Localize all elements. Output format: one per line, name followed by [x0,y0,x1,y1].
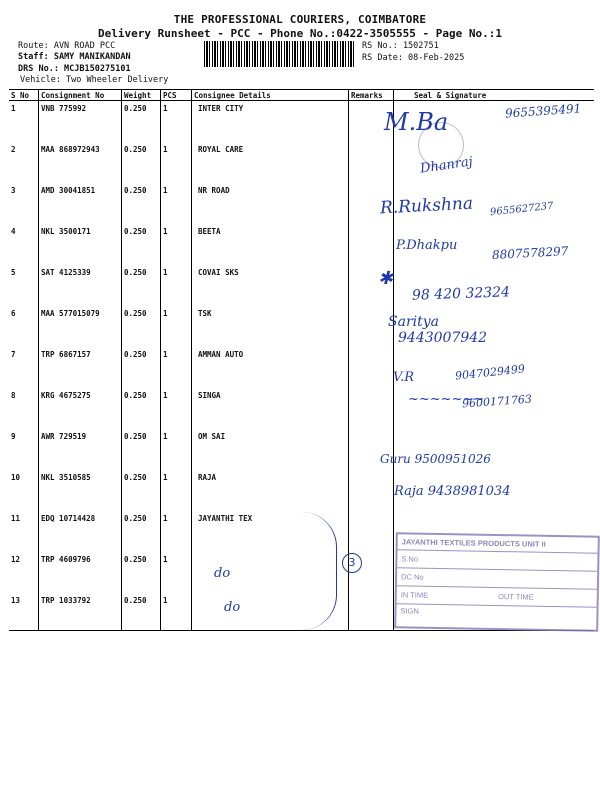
signature-6: Saritya [388,314,439,330]
signature-1: M.Ba [384,108,449,136]
cell-pcs: 1 [161,306,192,347]
cell-weight: 0.250 [122,511,161,552]
col-consignee: Consignee Details [192,90,349,101]
phone-8: 9600171763 [461,392,533,411]
cell-pcs: 1 [161,224,192,265]
signature-2: Dhanraj [419,154,474,177]
signature-4: P.Dhakpu [396,238,458,253]
cell-consignment: NKL 3500171 [39,224,122,265]
stamp-outtime: OUT TIME [498,592,534,602]
rs-number: RS No.: 1502751 [362,41,439,51]
cell-consignment: TRP 4609796 [39,552,122,593]
cell-remarks [349,306,394,347]
cell-pcs: 1 [161,101,192,143]
table-row [9,306,594,347]
cell-pcs: 1 [161,142,192,183]
ditto-12: do [214,566,231,581]
cell-pcs: 1 [161,183,192,224]
phone-7: 9047029499 [454,362,526,383]
barcode [204,41,354,67]
company-stamp [394,532,600,632]
company-title: THE PROFESSIONAL COURIERS, COIMBATORE [173,13,427,26]
cell-weight: 0.250 [122,101,161,143]
cell-sno: 9 [11,432,16,441]
cell-weight: 0.250 [122,306,161,347]
cell-pcs: 1 [161,470,192,511]
staff-name: SAMY MANIKANDAN [53,52,131,62]
cell-weight: 0.250 [122,347,161,388]
ditto-13: do [224,600,241,615]
table-header-row [9,90,594,101]
cell-sno: 10 [11,473,21,482]
cell-consignee: COVAI SKS [192,265,349,306]
cell-pcs: 1 [161,347,192,388]
cell-consignment: AMD 30041851 [39,183,122,224]
signature-3: R.Rukshna [379,193,474,219]
table-row [9,142,594,183]
cell-remarks [349,511,394,552]
cell-remarks [349,470,394,511]
cell-pcs: 1 [161,552,192,593]
bracket-mark [302,512,337,630]
signature-8-mark: ~~~~~~~ [408,392,485,407]
cell-sno: 11 [11,514,21,523]
cell-remarks [349,224,394,265]
drs-number: DRS No.: MCJB150275101 [18,64,131,74]
cell-pcs: 1 [161,388,192,429]
cell-remarks [349,142,394,183]
cell-consignment: SAT 4125339 [39,265,122,306]
cell-sno: 6 [11,309,16,318]
runsheet-subtitle: Delivery Runsheet - PCC - Phone No.:0422-3505555 - Page No.:1 [98,27,502,40]
cell-remarks [349,388,394,429]
cell-consignment: NKL 3510585 [39,470,122,511]
table-row [9,183,594,224]
stamp-intime: IN TIME [400,590,429,600]
cell-sno: 7 [11,350,16,359]
cell-consignee: AMMAN AUTO [192,347,349,388]
signature-7: V.R [393,370,415,385]
cell-sno: 5 [11,268,16,277]
cell-sno: 8 [11,391,16,400]
cell-consignee: INTER CITY [192,101,349,143]
cell-sno: 2 [11,145,16,154]
cell-weight: 0.250 [122,552,161,593]
vehicle-text: Vehicle: Two Wheeler Delivery [20,75,169,85]
phone-4: 8807578297 [491,244,569,262]
phone-3: 9655627237 [489,200,555,219]
cell-sno: 12 [11,555,21,564]
phone-6: 9443007942 [398,330,488,346]
cell-consignment: KRG 4675275 [39,388,122,429]
cell-consignment: TRP 1033792 [39,593,122,631]
cell-consignee: ROYAL CARE [192,142,349,183]
cell-sno: 4 [11,227,16,236]
cell-sno: 1 [11,104,16,113]
col-consignment: Consignment No [39,90,122,101]
signature-5-mark: ✱ [378,268,394,289]
cell-sno: 13 [9,593,39,631]
cell-consignment: TRP 6867157 [39,347,122,388]
cell-consignee: BEETA [192,224,349,265]
cell-consignment: EDQ 10714428 [39,511,122,552]
col-remarks: Remarks [349,90,394,101]
cell-pcs: 1 [161,593,192,631]
table-row [9,429,594,470]
staff-line [18,52,131,62]
cell-consignee: NR ROAD [192,183,349,224]
cell-consignee: OM SAI [192,429,349,470]
cell-weight: 0.250 [122,388,161,429]
cell-consignment: VNB 775992 [39,101,122,143]
cell-consignment: MAA 577015079 [39,306,122,347]
col-seal-signature: Seal & Signature [394,90,595,101]
phone-5: 98 420 32324 [411,284,511,304]
stamp-sign: SIGN [400,606,419,616]
cell-weight: 0.250 [122,224,161,265]
cell-sno: 3 [11,186,16,195]
cell-weight: 0.250 [122,142,161,183]
stamp-heading: JAYANTHI TEXTILES PRODUCTS UNIT II [398,534,598,553]
cell-pcs: 1 [161,265,192,306]
signature-9: Guru 9500951026 [380,452,491,466]
count-circle: 3 [342,553,362,573]
signature-10: Raja 9438981034 [394,484,511,499]
rs-date: RS Date: 08-Feb-2025 [362,53,465,63]
cell-consignee: RAJA [192,470,349,511]
cell-consignee: TSK [192,306,349,347]
stamp-sno: S.No [397,550,597,571]
col-weight: Weight [122,90,161,101]
cell-weight: 0.250 [122,593,161,631]
stamp-dcno: DC No [397,568,597,589]
cell-consignee: SINGA [192,388,349,429]
col-pcs: PCS [161,90,192,101]
cell-weight: 0.250 [122,183,161,224]
cell-weight: 0.250 [122,429,161,470]
staff-label: Staff: [18,52,54,62]
route-text: Route: AVN ROAD PCC [18,41,116,51]
cell-pcs: 1 [161,511,192,552]
cell-weight: 0.250 [122,265,161,306]
cell-pcs: 1 [161,429,192,470]
cell-consignment: MAA 868972943 [39,142,122,183]
cell-consignment: AWR 729519 [39,429,122,470]
cell-weight: 0.250 [122,470,161,511]
phone-1: 9655395491 [504,101,582,121]
col-sno: S No [9,90,39,101]
cell-remarks [349,347,394,388]
cell-consignee: JAYANTHI TEX [192,511,349,552]
cell-remarks [349,593,394,631]
